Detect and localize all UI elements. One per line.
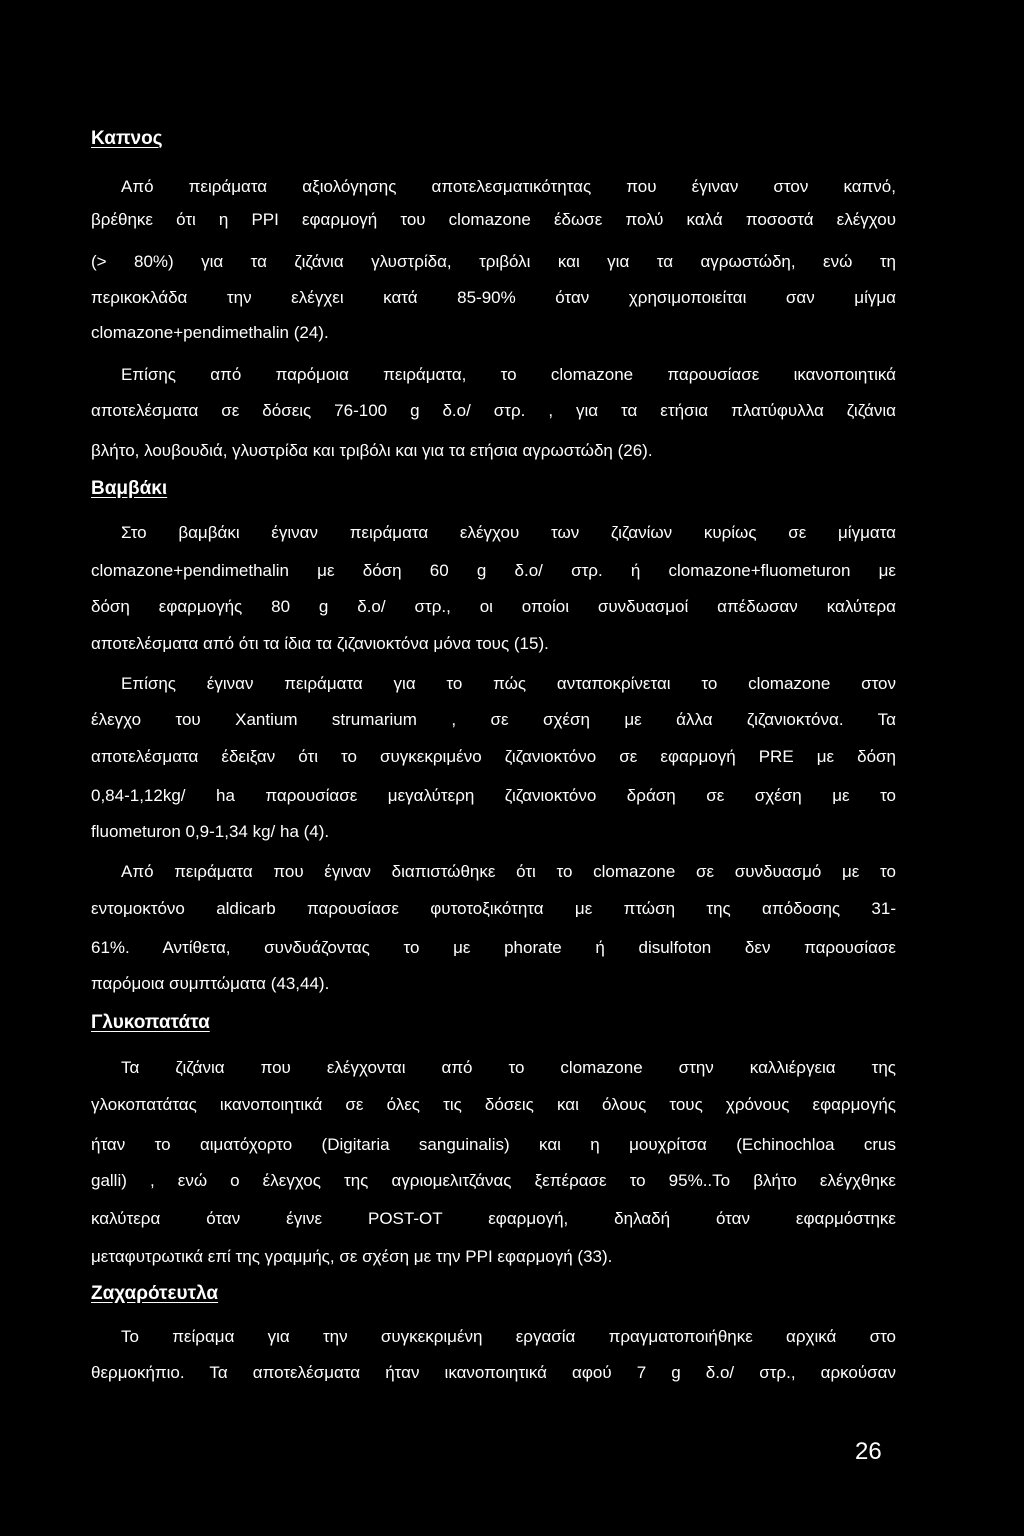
paragraph-line: Επίσης από παρόμοια πειράματα, το clomazone παρουσίασε ικανοποιητικά — [121, 365, 896, 384]
section-heading-tobacco: Καπνος — [91, 128, 163, 149]
paragraph-line: έλεγχο του Xantium strumarium , σε σχέση με άλλα ζιζανιοκτόνα. Τα — [91, 710, 896, 729]
paragraph-line: μεταφυτρωτικά επί της γραμμής, σε σχέση με την PPI εφαρμογή (33). — [91, 1247, 613, 1266]
paragraph-line: 0,84-1,12kg/ ha παρουσίασε μεγαλύτερη ζιζανιοκτόνο δράση σε σχέση με το — [91, 786, 896, 805]
paragraph-line: 61%. Αντίθετα, συνδυάζοντας το με phorate ή disulfoton δεν παρουσίασε — [91, 938, 896, 957]
section-heading-sugar-beet: Ζαχαρότευτλα — [91, 1283, 219, 1304]
paragraph-line: γλοκοπατάτας ικανοποιητικά σε όλες τις δόσεις και όλους τους χρόνους εφαρμογής — [91, 1095, 896, 1114]
section-heading-sweet-potato: Γλυκοπατάτα — [91, 1012, 210, 1033]
page-number: 26 — [855, 1438, 882, 1465]
paragraph-line: αποτελέσματα έδειξαν ότι το συγκεκριμένο ζιζανιοκτόνο σε εφαρμογή PRE με δόση — [91, 747, 896, 766]
paragraph-line: Το πείραμα για την συγκεκριμένη εργασία πραγματοποιήθηκε αρχικά στο — [121, 1327, 896, 1346]
paragraph-line: Από πειράματα που έγιναν διαπιστώθηκε ότι το clomazone σε συνδυασμό με το — [121, 862, 896, 881]
section-heading-cotton: Βαμβάκι — [91, 478, 168, 499]
paragraph-line: βρέθηκε ότι η PPI εφαρμογή του clomazone έδωσε πολύ καλά ποσοστά ελέγχου — [91, 210, 896, 229]
paragraph-line: παρόμοια συμπτώματα (43,44). — [91, 974, 330, 993]
paragraph-line: περικοκλάδα την ελέγχει κατά 85-90% όταν χρησιμοποιείται σαν μίγμα — [91, 288, 896, 307]
paragraph-line: δόση εφαρμογής 80 g δ.ο/ στρ., οι οποίοι συνδυασμοί απέδωσαν καλύτερα — [91, 597, 896, 616]
paragraph-line: Στο βαμβάκι έγιναν πειράματα ελέγχου των ζιζανίων κυρίως σε μίγματα — [121, 523, 896, 542]
paragraph-line: εντομοκτόνο aldicarb παρουσίασε φυτοτοξικότητα με πτώση της απόδοσης 31- — [91, 899, 896, 918]
paragraph-line: fluometuron 0,9-1,34 kg/ ha (4). — [91, 822, 330, 841]
paragraph-line: Τα ζιζάνια που ελέγχονται από το clomazone στην καλλιέργεια της — [121, 1058, 896, 1077]
paragraph-line: αποτελέσματα σε δόσεις 76-100 g δ.ο/ στρ. , για τα ετήσια πλατύφυλλα ζιζάνια — [91, 401, 896, 420]
paragraph-line: αποτελέσματα από ότι τα ίδια τα ζιζανιοκτόνα μόνα τους (15). — [91, 634, 549, 653]
paragraph-line: καλύτερα όταν έγινε POST-OT εφαρμογή, δηλαδή όταν εφαρμόστηκε — [91, 1209, 896, 1228]
paragraph-line: clomazone+pendimethalin (24). — [91, 323, 329, 342]
paragraph-line: θερμοκήπιο. Τα αποτελέσματα ήταν ικανοποιητικά αφού 7 g δ.ο/ στρ., αρκούσαν — [91, 1363, 896, 1382]
paragraph-line: galli) , ενώ ο έλεγχος της αγριομελιτζάνας ξεπέρασε το 95%..Το βλήτο ελέγχθηκε — [91, 1171, 896, 1190]
paragraph-line: (> 80%) για τα ζιζάνια γλυστρίδα, τριβόλι και για τα αγρωστώδη, ενώ τη — [91, 252, 896, 271]
paragraph-line: βλήτο, λουβουδιά, γλυστρίδα και τριβόλι και για τα ετήσια αγρωστώδη (26). — [91, 441, 653, 460]
paragraph-line: ήταν το αιματόχορτο (Digitaria sanguinalis) και η μουχρίτσα (Echinochloa crus — [91, 1135, 896, 1154]
paragraph-line: Επίσης έγιναν πειράματα για το πώς ανταποκρίνεται το clomazone στον — [121, 674, 896, 693]
paragraph-line: Από πειράματα αξιολόγησης αποτελεσματικότητας που έγιναν στον καπνό, — [121, 177, 896, 196]
paragraph-line: clomazone+pendimethalin με δόση 60 g δ.ο/ στρ. ή clomazone+fluometuron με — [91, 561, 896, 580]
